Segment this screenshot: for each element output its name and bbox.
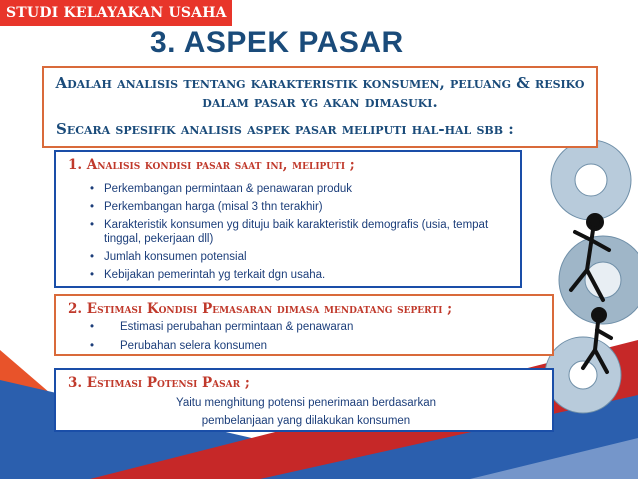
bullet-list xyxy=(90,182,490,286)
section-tag: STUDI KELAYAKAN USAHA xyxy=(0,0,232,26)
list-item: • Perkembangan harga (misal 3 thn terakhir) xyxy=(90,200,490,214)
list-item: • Perubahan selera konsumen xyxy=(90,339,530,353)
section-heading: 1. Analisis kondisi pasar saat ini, meliputi ; xyxy=(68,157,355,173)
list-item: • Kebijakan pemerintah yg terkait dgn usaha. xyxy=(90,268,490,282)
body-line: pembelanjaan yang dilakukan konsumen xyxy=(201,415,411,427)
intro-scope: Secara spesifik analisis aspek pasar meliputi hal-hal sbb : xyxy=(56,120,514,138)
bullet-list xyxy=(90,320,530,358)
section-body xyxy=(56,394,556,430)
section-current-market xyxy=(54,150,522,288)
list-item: • Jumlah konsumen potensial xyxy=(90,250,490,264)
gears-illustration xyxy=(543,110,638,440)
list-item: • Karakteristik konsumen yg dituju baik karakteristik demografis (usia, tempat tinggal, pekerjaan dll) xyxy=(90,218,490,246)
list-item: • Estimasi perubahan permintaan & penawaran xyxy=(90,320,530,334)
page-title: 3. ASPEK PASAR xyxy=(150,26,404,59)
list-item: • Perkembangan permintaan & penawaran produk xyxy=(90,182,490,196)
section-heading: 3. Estimasi Potensi Pasar ; xyxy=(68,375,250,391)
section-future-marketing xyxy=(54,294,554,356)
intro-definition: Adalah analisis tentang karakteristik konsumen, peluang & resiko dalam pasar yg akan dimasuki. xyxy=(55,74,585,111)
body-line: Yaitu menghitung potensi penerimaan berdasarkan xyxy=(176,397,436,409)
intro-box xyxy=(42,66,598,148)
section-heading: 2. Estimasi Kondisi Pemasaran dimasa mendatang seperti ; xyxy=(68,301,453,317)
section-market-potential xyxy=(54,368,554,432)
